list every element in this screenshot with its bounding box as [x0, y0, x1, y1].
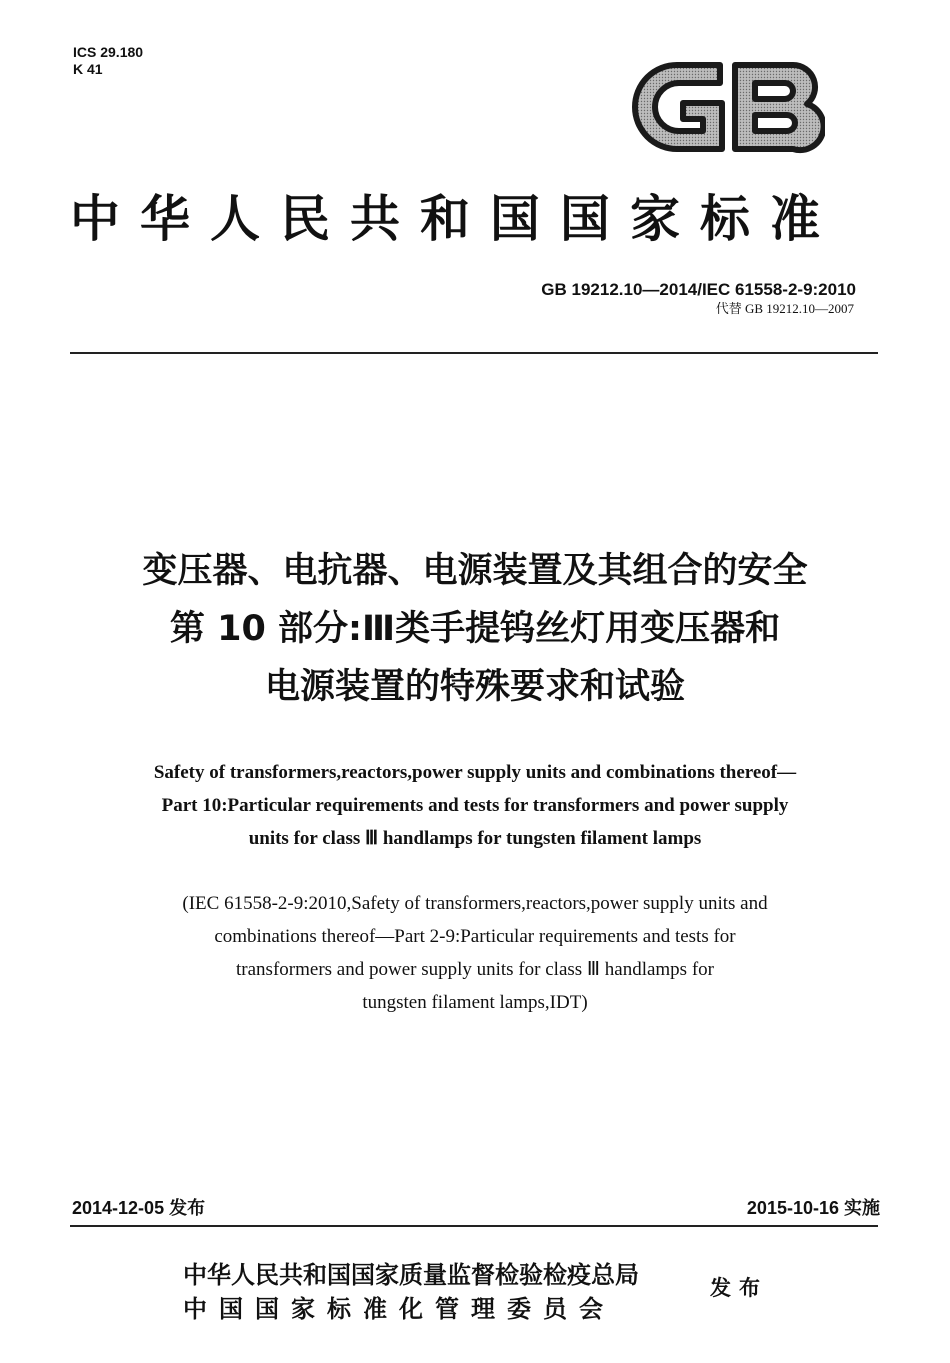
classification-codes	[73, 44, 143, 78]
header-rule	[70, 352, 878, 354]
ics-code: ICS 29.180	[73, 44, 144, 60]
iec-reference-line-2: combinations thereof—Part 2-9:Particular requirements and tests for	[214, 926, 736, 947]
english-title-line-3: units for class Ⅲ handlamps for tungsten filament lamps	[248, 828, 702, 849]
iec-reference	[40, 887, 910, 1019]
implementation-date: 2015-10-16 实施	[746, 1198, 880, 1218]
national-standard-title: 中华人民共和国国家标准	[70, 189, 840, 248]
issuer-line-1: 中华人民共和国国家质量监督检验检疫总局	[183, 1261, 639, 1289]
iec-reference-line-4: tungsten filament lamps,IDT)	[362, 992, 588, 1013]
english-title-line-2: Part 10:Particular requirements and tests for transformers and power supply	[161, 795, 789, 816]
english-title	[40, 756, 910, 855]
chinese-title-line-2: 第 10 部分:Ⅲ类手提钨丝灯用变压器和	[169, 609, 781, 649]
gb-logo	[625, 55, 825, 159]
issue-date: 2014-12-05 发布	[72, 1198, 206, 1218]
chinese-title-line-3: 电源装置的特殊要求和试验	[264, 667, 685, 707]
logo-text: GB	[625, 55, 627, 56]
chinese-title	[40, 542, 910, 716]
issuer-line-2: 中国国家标准化管理委员会	[183, 1295, 615, 1323]
iec-reference-line-3: transformers and power supply units for class Ⅲ handlamps for	[236, 959, 714, 980]
ccs-code: K 41	[73, 61, 103, 77]
issuing-authorities	[183, 1258, 639, 1326]
english-title-line-1: Safety of transformers,reactors,power supply units and combinations thereof—	[153, 762, 797, 783]
iec-reference-line-1: (IEC 61558-2-9:2010,Safety of transformers,reactors,power supply units and	[182, 893, 768, 914]
chinese-title-line-1: 变压器、电抗器、电源装置及其组合的安全	[142, 551, 808, 591]
publish-label: 发布	[710, 1276, 768, 1300]
footer-rule	[70, 1225, 878, 1227]
replaces-standard: 代替 GB 19212.10—2007	[715, 301, 854, 316]
standard-number: GB 19212.10—2014/IEC 61558-2-9:2010	[541, 280, 856, 299]
